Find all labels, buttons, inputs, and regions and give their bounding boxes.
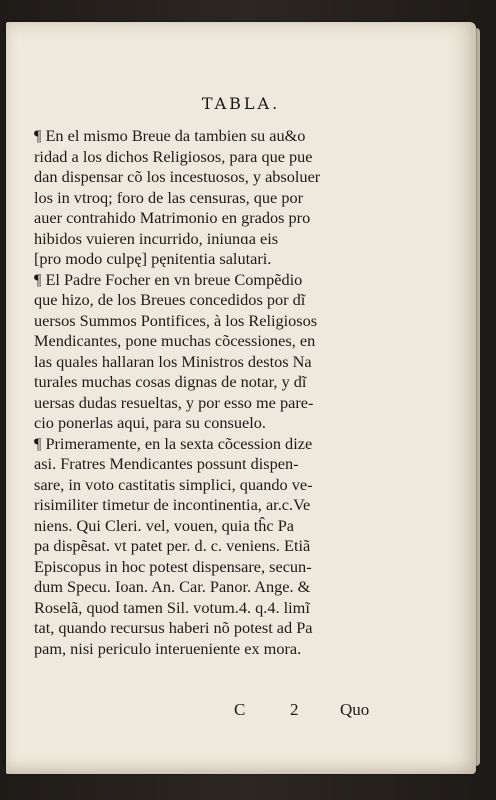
text-line: turales muchas cosas dignas de notar, y dĩ (34, 372, 307, 391)
page-footer (6, 700, 476, 720)
text-line: los in vtroq; foro de las censuras, que por (34, 187, 304, 207)
text-line: ridad a los dichos Religiosos, para que pue (34, 146, 313, 166)
book-page (6, 22, 476, 774)
text-line: ¶ El Padre Focher en vn breue Compẽdio (34, 269, 303, 289)
text-line: que hizo, de los Breues concedidos por dĩ (34, 290, 306, 309)
text-line: Episcopus in hoc potest dispensare, secun- (34, 556, 312, 576)
text-line: uersos Summos Pontifices, à los Religiosos (34, 310, 318, 330)
text-line: pa dispẽsat. vt patet per. d. c. veniens. Etiã (34, 536, 311, 555)
text-line: dan dispensar cõ los incestuosos, y absoluer (34, 167, 321, 186)
text-line: auer contrahido Matrimonio en grados pro (34, 208, 311, 227)
text-line: hibidos vuieren incurrido, iniunɑa eis (34, 228, 279, 248)
text-line: niens. Qui Cleri. vel, vouen, quia tĥc Pa (34, 515, 294, 535)
text-line: asi. Fratres Mendicantes possunt dispen- (34, 454, 299, 473)
text-line: tat, quando recursus haberi nõ potest ad Pa (34, 618, 313, 637)
page-text (34, 126, 464, 659)
text-line: pam, nisi periculo interueniente ex mora. (34, 638, 302, 658)
catchword: Quo (340, 700, 370, 719)
text-line: sare, in voto castitatis simplici, quando ve- (34, 474, 313, 494)
text-line: ¶ En el mismo Breue da tambien su au&o (34, 126, 306, 145)
text-line: cio ponerlas aqui, para su consuelo. (34, 413, 266, 432)
text-line: dum Specu. Ioan. An. Car. Panor. Ange. & (34, 577, 311, 596)
text-line: Mendicantes, pone muchas cõcessiones, en (34, 331, 316, 350)
signature-number: 2 (290, 700, 299, 719)
text-line: las quales hallaran los Ministros destos Na (34, 351, 312, 371)
signature-mark: C (234, 700, 246, 719)
text-line: [pro modo culpę] pęnitentia salutari. (34, 249, 272, 268)
text-line: ¶ Primeramente, en la sexta cõcession dize (34, 433, 313, 453)
text-line: Roselã, quod tamen Sil. votum.4. q.4. limĩ (34, 597, 310, 617)
text-line: uersas dudas resueltas, y por esso me pare- (34, 392, 314, 412)
page-header: TABLA. (201, 94, 281, 113)
text-line: risimiliter timetur de incontinentia, ar.c.Ve (34, 495, 311, 514)
